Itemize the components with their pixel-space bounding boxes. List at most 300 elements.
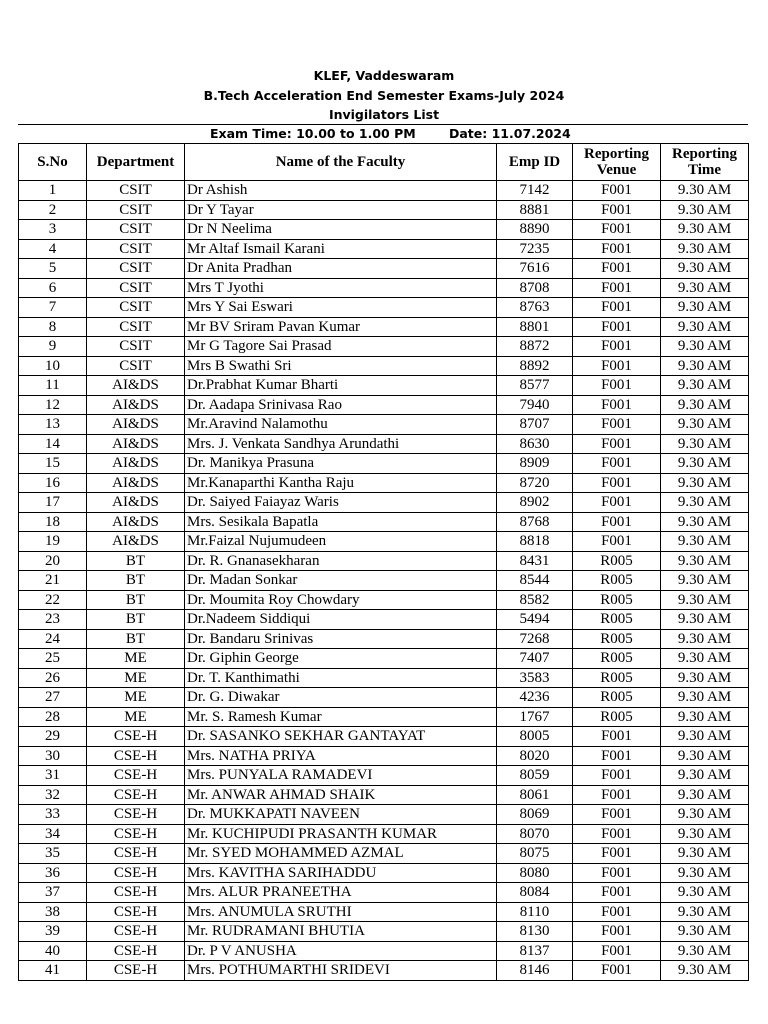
cell-department: AI&DS [87, 415, 185, 435]
cell-sno: 32 [19, 785, 87, 805]
table-row [19, 610, 749, 630]
cell-reporting-time: 9.30 AM [661, 629, 749, 649]
cell-sno: 20 [19, 551, 87, 571]
table-row [19, 785, 749, 805]
cell-faculty-name: Mrs B Swathi Sri [185, 356, 497, 376]
cell-emp-id: 7142 [497, 181, 573, 201]
cell-reporting-time: 9.30 AM [661, 922, 749, 942]
cell-department: CSE-H [87, 902, 185, 922]
cell-faculty-name: Dr.Prabhat Kumar Bharti [185, 376, 497, 396]
cell-faculty-name: Mrs. PUNYALA RAMADEVI [185, 766, 497, 786]
cell-department: CSIT [87, 220, 185, 240]
cell-faculty-name: Dr. R. Gnanasekharan [185, 551, 497, 571]
table-row [19, 844, 749, 864]
table-row [19, 200, 749, 220]
cell-reporting-time: 9.30 AM [661, 337, 749, 357]
cell-reporting-time: 9.30 AM [661, 493, 749, 513]
cell-department: CSIT [87, 317, 185, 337]
cell-reporting-time: 9.30 AM [661, 298, 749, 318]
cell-emp-id: 8544 [497, 571, 573, 591]
cell-department: AI&DS [87, 512, 185, 532]
cell-sno: 6 [19, 278, 87, 298]
cell-sno: 18 [19, 512, 87, 532]
invigilators-table [18, 143, 749, 981]
table-row [19, 668, 749, 688]
cell-sno: 8 [19, 317, 87, 337]
cell-emp-id: 8768 [497, 512, 573, 532]
table-row [19, 883, 749, 903]
cell-reporting-time: 9.30 AM [661, 941, 749, 961]
cell-reporting-venue: F001 [573, 746, 661, 766]
cell-faculty-name: Mrs Y Sai Eswari [185, 298, 497, 318]
cell-sno: 29 [19, 727, 87, 747]
cell-faculty-name: Mr.Kanaparthi Kantha Raju [185, 473, 497, 493]
cell-reporting-venue: R005 [573, 707, 661, 727]
cell-emp-id: 8630 [497, 434, 573, 454]
table-row [19, 434, 749, 454]
cell-emp-id: 5494 [497, 610, 573, 630]
cell-reporting-venue: F001 [573, 902, 661, 922]
cell-faculty-name: Dr. Giphin George [185, 649, 497, 669]
cell-department: CSE-H [87, 727, 185, 747]
cell-reporting-time: 9.30 AM [661, 454, 749, 474]
cell-emp-id: 8431 [497, 551, 573, 571]
cell-reporting-time: 9.30 AM [661, 668, 749, 688]
cell-sno: 25 [19, 649, 87, 669]
exam-date: Date: 11.07.2024 [449, 126, 571, 141]
cell-sno: 26 [19, 668, 87, 688]
cell-faculty-name: Mrs. Sesikala Bapatla [185, 512, 497, 532]
cell-department: AI&DS [87, 376, 185, 396]
cell-faculty-name: Dr Anita Pradhan [185, 259, 497, 279]
cell-faculty-name: Mr. SYED MOHAMMED AZMAL [185, 844, 497, 864]
cell-reporting-time: 9.30 AM [661, 434, 749, 454]
cell-faculty-name: Dr. Bandaru Srinivas [185, 629, 497, 649]
cell-reporting-venue: F001 [573, 883, 661, 903]
cell-department: AI&DS [87, 532, 185, 552]
table-row [19, 317, 749, 337]
cell-sno: 17 [19, 493, 87, 513]
cell-reporting-venue: F001 [573, 863, 661, 883]
cell-reporting-time: 9.30 AM [661, 239, 749, 259]
table-row [19, 707, 749, 727]
cell-sno: 27 [19, 688, 87, 708]
cell-department: AI&DS [87, 454, 185, 474]
cell-faculty-name: Dr. Manikya Prasuna [185, 454, 497, 474]
cell-reporting-venue: F001 [573, 239, 661, 259]
cell-sno: 36 [19, 863, 87, 883]
cell-sno: 24 [19, 629, 87, 649]
cell-emp-id: 8075 [497, 844, 573, 864]
table-header-row [19, 144, 749, 181]
cell-reporting-time: 9.30 AM [661, 610, 749, 630]
cell-sno: 11 [19, 376, 87, 396]
cell-department: CSE-H [87, 844, 185, 864]
cell-department: CSIT [87, 239, 185, 259]
cell-faculty-name: Dr. Saiyed Faiayaz Waris [185, 493, 497, 513]
cell-reporting-time: 9.30 AM [661, 376, 749, 396]
cell-emp-id: 8070 [497, 824, 573, 844]
cell-department: CSE-H [87, 941, 185, 961]
cell-faculty-name: Mrs. J. Venkata Sandhya Arundathi [185, 434, 497, 454]
table-row [19, 473, 749, 493]
cell-reporting-venue: F001 [573, 532, 661, 552]
table-row [19, 863, 749, 883]
column-header-reporting-time: Reporting Time [661, 144, 749, 181]
cell-sno: 19 [19, 532, 87, 552]
table-row [19, 688, 749, 708]
cell-emp-id: 8577 [497, 376, 573, 396]
cell-sno: 5 [19, 259, 87, 279]
cell-department: CSIT [87, 181, 185, 201]
cell-emp-id: 8801 [497, 317, 573, 337]
cell-sno: 30 [19, 746, 87, 766]
cell-faculty-name: Mrs. KAVITHA SARIHADDU [185, 863, 497, 883]
cell-reporting-venue: R005 [573, 649, 661, 669]
cell-faculty-name: Dr. SASANKO SEKHAR GANTAYAT [185, 727, 497, 747]
cell-emp-id: 8582 [497, 590, 573, 610]
cell-emp-id: 8080 [497, 863, 573, 883]
table-row [19, 551, 749, 571]
cell-reporting-time: 9.30 AM [661, 200, 749, 220]
table-row [19, 902, 749, 922]
cell-emp-id: 8061 [497, 785, 573, 805]
cell-emp-id: 8902 [497, 493, 573, 513]
cell-emp-id: 1767 [497, 707, 573, 727]
cell-department: CSIT [87, 337, 185, 357]
table-row [19, 512, 749, 532]
cell-emp-id: 8909 [497, 454, 573, 474]
cell-reporting-time: 9.30 AM [661, 727, 749, 747]
table-row [19, 395, 749, 415]
table-row [19, 181, 749, 201]
cell-reporting-venue: F001 [573, 415, 661, 435]
cell-department: CSIT [87, 278, 185, 298]
cell-department: BT [87, 629, 185, 649]
cell-sno: 4 [19, 239, 87, 259]
cell-reporting-venue: F001 [573, 785, 661, 805]
column-header-department: Department [87, 144, 185, 181]
cell-reporting-time: 9.30 AM [661, 746, 749, 766]
cell-emp-id: 8059 [497, 766, 573, 786]
table-row [19, 649, 749, 669]
cell-reporting-time: 9.30 AM [661, 473, 749, 493]
cell-reporting-time: 9.30 AM [661, 317, 749, 337]
cell-emp-id: 8146 [497, 961, 573, 981]
cell-emp-id: 7940 [497, 395, 573, 415]
cell-sno: 33 [19, 805, 87, 825]
cell-sno: 23 [19, 610, 87, 630]
cell-emp-id: 4236 [497, 688, 573, 708]
cell-department: CSE-H [87, 863, 185, 883]
table-row [19, 727, 749, 747]
list-title: Invigilators List [328, 107, 440, 122]
cell-emp-id: 8707 [497, 415, 573, 435]
cell-department: CSE-H [87, 766, 185, 786]
column-header-sno: S.No [19, 144, 87, 181]
table-row [19, 941, 749, 961]
cell-emp-id: 7407 [497, 649, 573, 669]
cell-department: CSE-H [87, 883, 185, 903]
cell-reporting-time: 9.30 AM [661, 766, 749, 786]
table-row [19, 532, 749, 552]
cell-faculty-name: Dr. Moumita Roy Chowdary [185, 590, 497, 610]
cell-reporting-venue: F001 [573, 844, 661, 864]
table-row [19, 376, 749, 396]
column-header-emp-id: Emp ID [497, 144, 573, 181]
cell-faculty-name: Dr Ashish [185, 181, 497, 201]
cell-emp-id: 8084 [497, 883, 573, 903]
table-row [19, 239, 749, 259]
cell-reporting-venue: F001 [573, 298, 661, 318]
cell-faculty-name: Mr Altaf Ismail Karani [185, 239, 497, 259]
cell-faculty-name: Mr. KUCHIPUDI PRASANTH KUMAR [185, 824, 497, 844]
cell-sno: 9 [19, 337, 87, 357]
cell-reporting-time: 9.30 AM [661, 590, 749, 610]
cell-reporting-venue: R005 [573, 629, 661, 649]
cell-reporting-venue: F001 [573, 512, 661, 532]
cell-department: ME [87, 688, 185, 708]
cell-sno: 34 [19, 824, 87, 844]
cell-reporting-venue: F001 [573, 434, 661, 454]
cell-sno: 40 [19, 941, 87, 961]
cell-reporting-time: 9.30 AM [661, 649, 749, 669]
cell-reporting-venue: F001 [573, 356, 661, 376]
cell-department: CSE-H [87, 961, 185, 981]
cell-faculty-name: Dr. MUKKAPATI NAVEEN [185, 805, 497, 825]
cell-emp-id: 8110 [497, 902, 573, 922]
cell-reporting-time: 9.30 AM [661, 512, 749, 532]
table-row [19, 766, 749, 786]
cell-reporting-time: 9.30 AM [661, 532, 749, 552]
cell-reporting-venue: R005 [573, 688, 661, 708]
cell-emp-id: 8137 [497, 941, 573, 961]
table-row [19, 746, 749, 766]
cell-department: BT [87, 571, 185, 591]
cell-reporting-venue: F001 [573, 961, 661, 981]
cell-reporting-venue: F001 [573, 805, 661, 825]
cell-sno: 31 [19, 766, 87, 786]
cell-department: AI&DS [87, 473, 185, 493]
cell-sno: 12 [19, 395, 87, 415]
cell-reporting-venue: F001 [573, 259, 661, 279]
cell-emp-id: 8890 [497, 220, 573, 240]
column-header-faculty-name: Name of the Faculty [185, 144, 497, 181]
cell-reporting-venue: F001 [573, 278, 661, 298]
cell-emp-id: 8872 [497, 337, 573, 357]
cell-faculty-name: Dr Y Tayar [185, 200, 497, 220]
cell-sno: 22 [19, 590, 87, 610]
cell-reporting-venue: F001 [573, 337, 661, 357]
cell-department: AI&DS [87, 493, 185, 513]
cell-faculty-name: Dr. Madan Sonkar [185, 571, 497, 591]
cell-reporting-time: 9.30 AM [661, 415, 749, 435]
table-row [19, 220, 749, 240]
cell-emp-id: 8020 [497, 746, 573, 766]
table-row [19, 571, 749, 591]
cell-reporting-time: 9.30 AM [661, 883, 749, 903]
cell-sno: 41 [19, 961, 87, 981]
cell-emp-id: 8892 [497, 356, 573, 376]
cell-reporting-time: 9.30 AM [661, 707, 749, 727]
cell-department: ME [87, 649, 185, 669]
cell-faculty-name: Dr. Aadapa Srinivasa Rao [185, 395, 497, 415]
cell-faculty-name: Mr G Tagore Sai Prasad [185, 337, 497, 357]
cell-reporting-venue: R005 [573, 610, 661, 630]
cell-reporting-time: 9.30 AM [661, 844, 749, 864]
table-row [19, 629, 749, 649]
cell-reporting-venue: R005 [573, 668, 661, 688]
cell-faculty-name: Mrs. POTHUMARTHI SRIDEVI [185, 961, 497, 981]
cell-faculty-name: Mr BV Sriram Pavan Kumar [185, 317, 497, 337]
cell-faculty-name: Dr. T. Kanthimathi [185, 668, 497, 688]
cell-emp-id: 8130 [497, 922, 573, 942]
cell-reporting-venue: F001 [573, 922, 661, 942]
cell-faculty-name: Mrs T Jyothi [185, 278, 497, 298]
cell-reporting-venue: R005 [573, 571, 661, 591]
cell-reporting-venue: F001 [573, 317, 661, 337]
cell-reporting-venue: R005 [573, 551, 661, 571]
cell-reporting-time: 9.30 AM [661, 259, 749, 279]
cell-reporting-venue: F001 [573, 220, 661, 240]
cell-reporting-time: 9.30 AM [661, 278, 749, 298]
table-row [19, 259, 749, 279]
cell-emp-id: 8005 [497, 727, 573, 747]
table-row [19, 961, 749, 981]
cell-department: CSE-H [87, 824, 185, 844]
cell-faculty-name: Mrs. ANUMULA SRUTHI [185, 902, 497, 922]
cell-department: BT [87, 590, 185, 610]
cell-department: CSIT [87, 259, 185, 279]
cell-reporting-time: 9.30 AM [661, 902, 749, 922]
cell-faculty-name: Mr. ANWAR AHMAD SHAIK [185, 785, 497, 805]
cell-reporting-time: 9.30 AM [661, 688, 749, 708]
cell-faculty-name: Dr. P V ANUSHA [185, 941, 497, 961]
cell-emp-id: 8720 [497, 473, 573, 493]
cell-reporting-time: 9.30 AM [661, 220, 749, 240]
cell-department: CSIT [87, 356, 185, 376]
table-row [19, 922, 749, 942]
table-row [19, 590, 749, 610]
cell-emp-id: 8763 [497, 298, 573, 318]
cell-reporting-venue: R005 [573, 590, 661, 610]
cell-reporting-venue: F001 [573, 824, 661, 844]
table-row [19, 493, 749, 513]
cell-reporting-time: 9.30 AM [661, 785, 749, 805]
header-divider [18, 124, 748, 125]
cell-faculty-name: Dr.Nadeem Siddiqui [185, 610, 497, 630]
table-body [19, 181, 749, 981]
cell-sno: 21 [19, 571, 87, 591]
cell-sno: 39 [19, 922, 87, 942]
cell-reporting-venue: F001 [573, 395, 661, 415]
cell-department: CSE-H [87, 785, 185, 805]
table-row [19, 337, 749, 357]
cell-faculty-name: Dr. G. Diwakar [185, 688, 497, 708]
cell-department: AI&DS [87, 434, 185, 454]
cell-sno: 14 [19, 434, 87, 454]
cell-faculty-name: Dr N Neelima [185, 220, 497, 240]
cell-emp-id: 8708 [497, 278, 573, 298]
cell-reporting-venue: F001 [573, 181, 661, 201]
cell-reporting-venue: F001 [573, 493, 661, 513]
cell-reporting-venue: F001 [573, 727, 661, 747]
cell-reporting-time: 9.30 AM [661, 356, 749, 376]
cell-sno: 35 [19, 844, 87, 864]
cell-emp-id: 7616 [497, 259, 573, 279]
cell-reporting-venue: F001 [573, 766, 661, 786]
cell-department: CSIT [87, 298, 185, 318]
cell-sno: 28 [19, 707, 87, 727]
table-row [19, 824, 749, 844]
cell-department: CSE-H [87, 805, 185, 825]
cell-faculty-name: Mrs. ALUR PRANEETHA [185, 883, 497, 903]
cell-department: AI&DS [87, 395, 185, 415]
table-row [19, 356, 749, 376]
cell-department: ME [87, 668, 185, 688]
cell-sno: 10 [19, 356, 87, 376]
cell-reporting-time: 9.30 AM [661, 551, 749, 571]
cell-sno: 3 [19, 220, 87, 240]
cell-sno: 13 [19, 415, 87, 435]
cell-reporting-venue: F001 [573, 941, 661, 961]
table-row [19, 415, 749, 435]
institution-title: KLEF, Vaddeswaram [313, 68, 455, 83]
cell-reporting-venue: F001 [573, 376, 661, 396]
cell-reporting-time: 9.30 AM [661, 395, 749, 415]
cell-faculty-name: Mr. S. Ramesh Kumar [185, 707, 497, 727]
cell-sno: 15 [19, 454, 87, 474]
cell-sno: 38 [19, 902, 87, 922]
column-header-reporting-venue: Reporting Venue [573, 144, 661, 181]
cell-reporting-time: 9.30 AM [661, 181, 749, 201]
exam-time: Exam Time: 10.00 to 1.00 PM [210, 126, 416, 141]
exam-title: B.Tech Acceleration End Semester Exams-July 2024 [203, 88, 565, 103]
cell-department: CSE-H [87, 746, 185, 766]
cell-department: BT [87, 551, 185, 571]
cell-emp-id: 8069 [497, 805, 573, 825]
cell-faculty-name: Mr.Aravind Nalamothu [185, 415, 497, 435]
cell-emp-id: 7268 [497, 629, 573, 649]
cell-emp-id: 7235 [497, 239, 573, 259]
cell-sno: 1 [19, 181, 87, 201]
cell-reporting-time: 9.30 AM [661, 961, 749, 981]
cell-reporting-time: 9.30 AM [661, 571, 749, 591]
cell-emp-id: 8881 [497, 200, 573, 220]
cell-department: CSIT [87, 200, 185, 220]
table-row [19, 298, 749, 318]
cell-reporting-venue: F001 [573, 200, 661, 220]
cell-reporting-time: 9.30 AM [661, 863, 749, 883]
table-row [19, 805, 749, 825]
cell-sno: 16 [19, 473, 87, 493]
cell-department: BT [87, 610, 185, 630]
cell-emp-id: 3583 [497, 668, 573, 688]
cell-department: ME [87, 707, 185, 727]
table-row [19, 454, 749, 474]
cell-reporting-venue: F001 [573, 454, 661, 474]
cell-sno: 2 [19, 200, 87, 220]
cell-faculty-name: Mr. RUDRAMANI BHUTIA [185, 922, 497, 942]
cell-department: CSE-H [87, 922, 185, 942]
cell-reporting-venue: F001 [573, 473, 661, 493]
cell-sno: 7 [19, 298, 87, 318]
cell-sno: 37 [19, 883, 87, 903]
cell-reporting-time: 9.30 AM [661, 805, 749, 825]
cell-reporting-time: 9.30 AM [661, 824, 749, 844]
cell-emp-id: 8818 [497, 532, 573, 552]
table-row [19, 278, 749, 298]
